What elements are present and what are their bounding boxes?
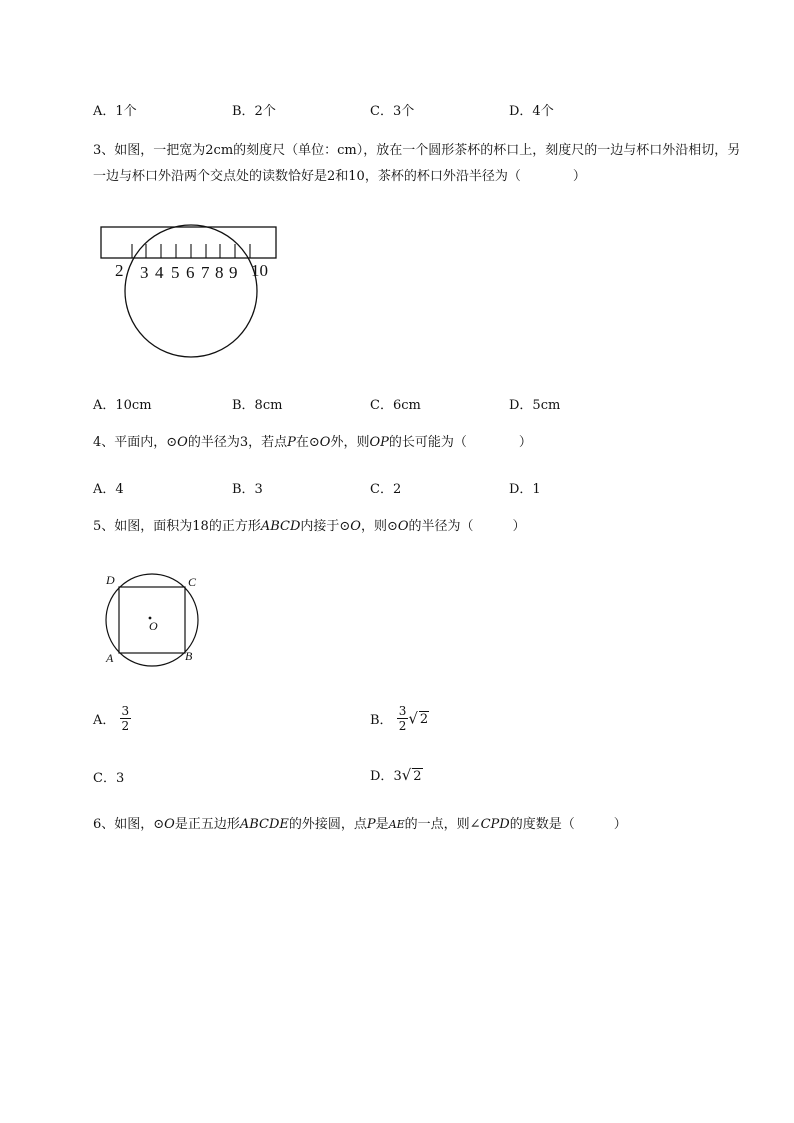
q6-var-o: O — [164, 817, 175, 832]
q3-option-d: D．5cm — [509, 398, 561, 413]
q3-option-b: B．8cm — [232, 398, 283, 413]
q5-option-b — [370, 704, 429, 733]
q5-mid2: ，则⊙ — [360, 519, 398, 534]
q4-suffix: 的长可能为（ ） — [388, 435, 532, 450]
q5-option-c: C．3 — [93, 771, 125, 786]
q4-text — [93, 430, 753, 456]
q2-option-c: C．3个 — [370, 104, 415, 119]
q4-mid2: 在⊙ — [295, 435, 320, 450]
ruler-label-2: 2 — [115, 261, 124, 280]
q6-var-cpd: CPD — [480, 817, 510, 832]
ruler-label-3: 3 — [140, 263, 149, 282]
ruler-label-9: 9 — [229, 263, 238, 282]
label-a: A — [106, 651, 114, 665]
ruler-label-6: 6 — [186, 263, 195, 282]
q6-prefix: 6、如图，⊙ — [93, 817, 165, 832]
q5-var-abcd: ABCD — [260, 519, 301, 534]
q5-option-a-fraction — [120, 704, 132, 733]
q4-mid3: 外，则 — [330, 435, 370, 450]
q3-option-c: C．6cm — [370, 398, 421, 413]
q4-prefix: 4、平面内，⊙ — [93, 435, 178, 450]
q5-mid1: 内接于⊙ — [300, 519, 351, 534]
q4-option-d: D．1 — [509, 482, 541, 497]
q5-option-b-fraction — [397, 704, 409, 733]
q3-ruler-cup-figure — [98, 222, 283, 362]
ruler-label-10: 10 — [251, 261, 268, 280]
q5-option-b-numerator: 3 — [398, 704, 407, 718]
q5-option-a — [93, 704, 131, 733]
label-b: B — [185, 649, 193, 663]
q5-var-o: O — [350, 519, 361, 534]
q3-option-a: A．10cm — [93, 398, 152, 413]
sqrt-icon: √ — [401, 766, 412, 784]
sqrt-icon: √ — [408, 709, 418, 728]
q5-option-b-label: B． — [370, 713, 393, 728]
ruler-label-7: 7 — [201, 263, 210, 282]
q4-option-c: C．2 — [370, 482, 402, 497]
q2-option-a: A．1个 — [93, 104, 137, 119]
label-o: O — [149, 619, 158, 633]
q5-option-b-radicand: 2 — [419, 711, 429, 727]
q5-option-d — [370, 765, 423, 784]
label-c: C — [188, 575, 197, 589]
label-d: D — [106, 573, 115, 587]
q4-var-o: O — [177, 435, 188, 450]
ruler-label-4: 4 — [155, 263, 164, 282]
ruler-label-5: 5 — [171, 263, 180, 282]
ruler-label-8: 8 — [215, 263, 224, 282]
q5-var-o2: O — [397, 519, 409, 534]
q6-mid2: 的外接圆，点 — [288, 817, 367, 832]
q5-option-d-coef: 3 — [393, 769, 402, 784]
q3-text: 3、如图，一把宽为2cm的刻度尺（单位：cm），放在一个圆形茶杯的杯口上，刻度尺的一边与杯口外沿相切，另一边与杯口外沿两个交点处的读数恰好是2和10，茶杯的杯口外沿半径为（ ） — [93, 143, 741, 184]
q5-option-d-radicand: 2 — [413, 769, 422, 784]
q6-suffix: 的一点，则∠ — [404, 817, 481, 832]
q5-option-a-denominator: 2 — [121, 719, 130, 733]
q4-var-o2: O — [319, 435, 331, 450]
q5-prefix: 5、如图，面积为18的正方形 — [93, 519, 261, 534]
q4-option-a: A．4 — [93, 482, 124, 497]
q6-mid3: 是 — [375, 817, 389, 832]
q2-option-d: D．4个 — [509, 104, 554, 119]
q4-mid1: 的半径为3，若点 — [187, 435, 288, 450]
q6-mid1: 是正五边形 — [174, 817, 240, 832]
q5-option-d-label: D． — [370, 769, 394, 784]
q2-option-b: B．2个 — [232, 104, 276, 119]
q5-square-in-circle-figure — [100, 570, 210, 670]
q6-end: 的度数是（ ） — [509, 817, 627, 832]
q5-option-b-denominator: 2 — [398, 719, 407, 733]
q6-arc-ae: AE — [388, 818, 405, 831]
q4-var-op: OP — [369, 435, 389, 450]
q4-var-p: P — [287, 435, 296, 450]
q5-suffix: 的半径为（ ） — [408, 519, 526, 534]
q6-var-abcde: ABCDE — [239, 817, 289, 832]
q5-option-a-numerator: 3 — [121, 704, 130, 718]
q6-var-p: P — [366, 817, 376, 832]
q6-text — [93, 812, 753, 838]
q5-text — [93, 514, 753, 540]
q5-option-a-label: A． — [93, 713, 116, 728]
q4-option-b: B．3 — [232, 482, 263, 497]
